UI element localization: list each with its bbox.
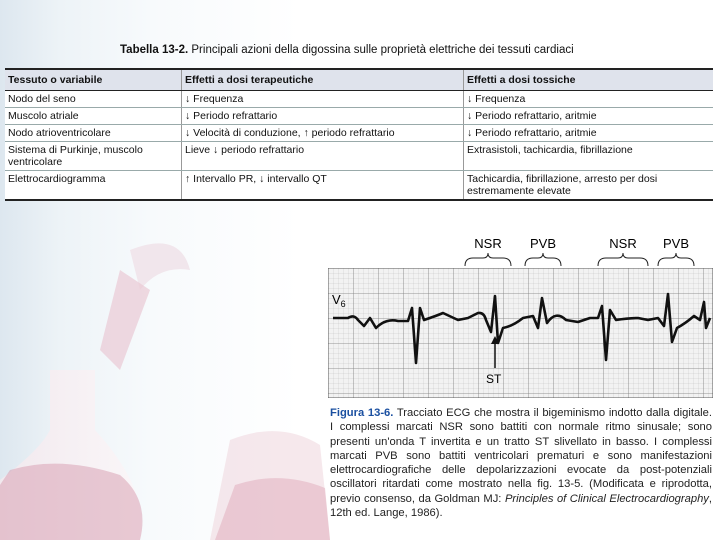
label-nsr-1: NSR [474, 236, 502, 251]
ecg-strip [328, 268, 713, 398]
table-cell: Nodo atrioventricolare [5, 125, 182, 142]
table-row [5, 91, 713, 108]
table-cell: ↓ Frequenza [464, 91, 714, 108]
table-cell: Sistema di Purkinje, muscolo ventricolare [5, 142, 182, 171]
table-header-row [5, 69, 713, 91]
header-toxic: Effetti a dosi tossiche [464, 69, 714, 91]
label-pvb-1: PVB [529, 236, 557, 251]
brace-pvb-2 [658, 253, 694, 266]
brace-nsr-1 [465, 253, 511, 266]
label-nsr-2: NSR [609, 236, 637, 251]
digoxin-effects-table [5, 68, 713, 201]
ecg-beat-labels [328, 236, 718, 270]
label-pvb-2: PVB [662, 236, 690, 251]
caption-tail: , 12th ed. Lange, 1986). [330, 492, 712, 520]
table-row [5, 142, 713, 171]
figure-caption [330, 406, 712, 520]
table-cell: Nodo del seno [5, 91, 182, 108]
table-cell: ↓ Velocità di conduzione, ↑ periodo refrattario [182, 125, 464, 142]
table-cell: Lieve ↓ periodo refrattario [182, 142, 464, 171]
table-cell: Tachicardia, fibrillazione, arresto per dosi estremamente elevate [464, 171, 714, 201]
table-cell: ↓ Periodo refrattario, aritmie [464, 125, 714, 142]
lead-label: $V_6$ [332, 292, 346, 309]
table-cell: Extrasistoli, tachicardia, fibrillazione [464, 142, 714, 171]
table-cell: ↑ Intervallo PR, ↓ intervallo QT [182, 171, 464, 201]
book-title: Principles of Clinical Electrocardiography [504, 492, 709, 505]
table-cell: Elettrocardiogramma [5, 171, 182, 201]
table-cell: ↓ Periodo refrattario [182, 108, 464, 125]
table-cell: ↓ Periodo refrattario, aritmie [464, 108, 714, 125]
table-row [5, 171, 713, 201]
flask-illustration [0, 230, 330, 540]
table-row [5, 125, 713, 142]
header-tissue: Tessuto o variabile [5, 69, 182, 91]
table-title-text: Principali azioni della digossina sulle proprietà elettriche dei tessuti cardiaci [188, 44, 574, 56]
table-title [120, 44, 574, 56]
st-label: ST [486, 372, 502, 386]
table-cell: Muscolo atriale [5, 108, 182, 125]
table-cell: ↓ Frequenza [182, 91, 464, 108]
header-therapeutic: Effetti a dosi terapeutiche [182, 69, 464, 91]
table-number: Tabella 13-2. [120, 44, 189, 56]
figure-label: Figura 13-6. [330, 407, 394, 419]
brace-pvb-1 [525, 253, 561, 266]
brace-nsr-2 [598, 253, 648, 266]
table-row [5, 108, 713, 125]
caption-text: Tracciato ECG che mostra il bigeminismo indotto dalla digitale. I complessi marcati NSR sono battiti con normale ritmo sinusale; sono presenti un'onda T invertita e un tratto ST slivellato in basso. I complessi marcati PVB sono battiti ventricolari prematuri e sono manifestazioni elettrocardiografiche delle depolarizzazioni evocate da post-potenziali oscillatori ritardati come mostrato nella fig. 13-5. (Modificata e riprodotta, previo consenso, da Goldman MJ: [330, 407, 712, 505]
